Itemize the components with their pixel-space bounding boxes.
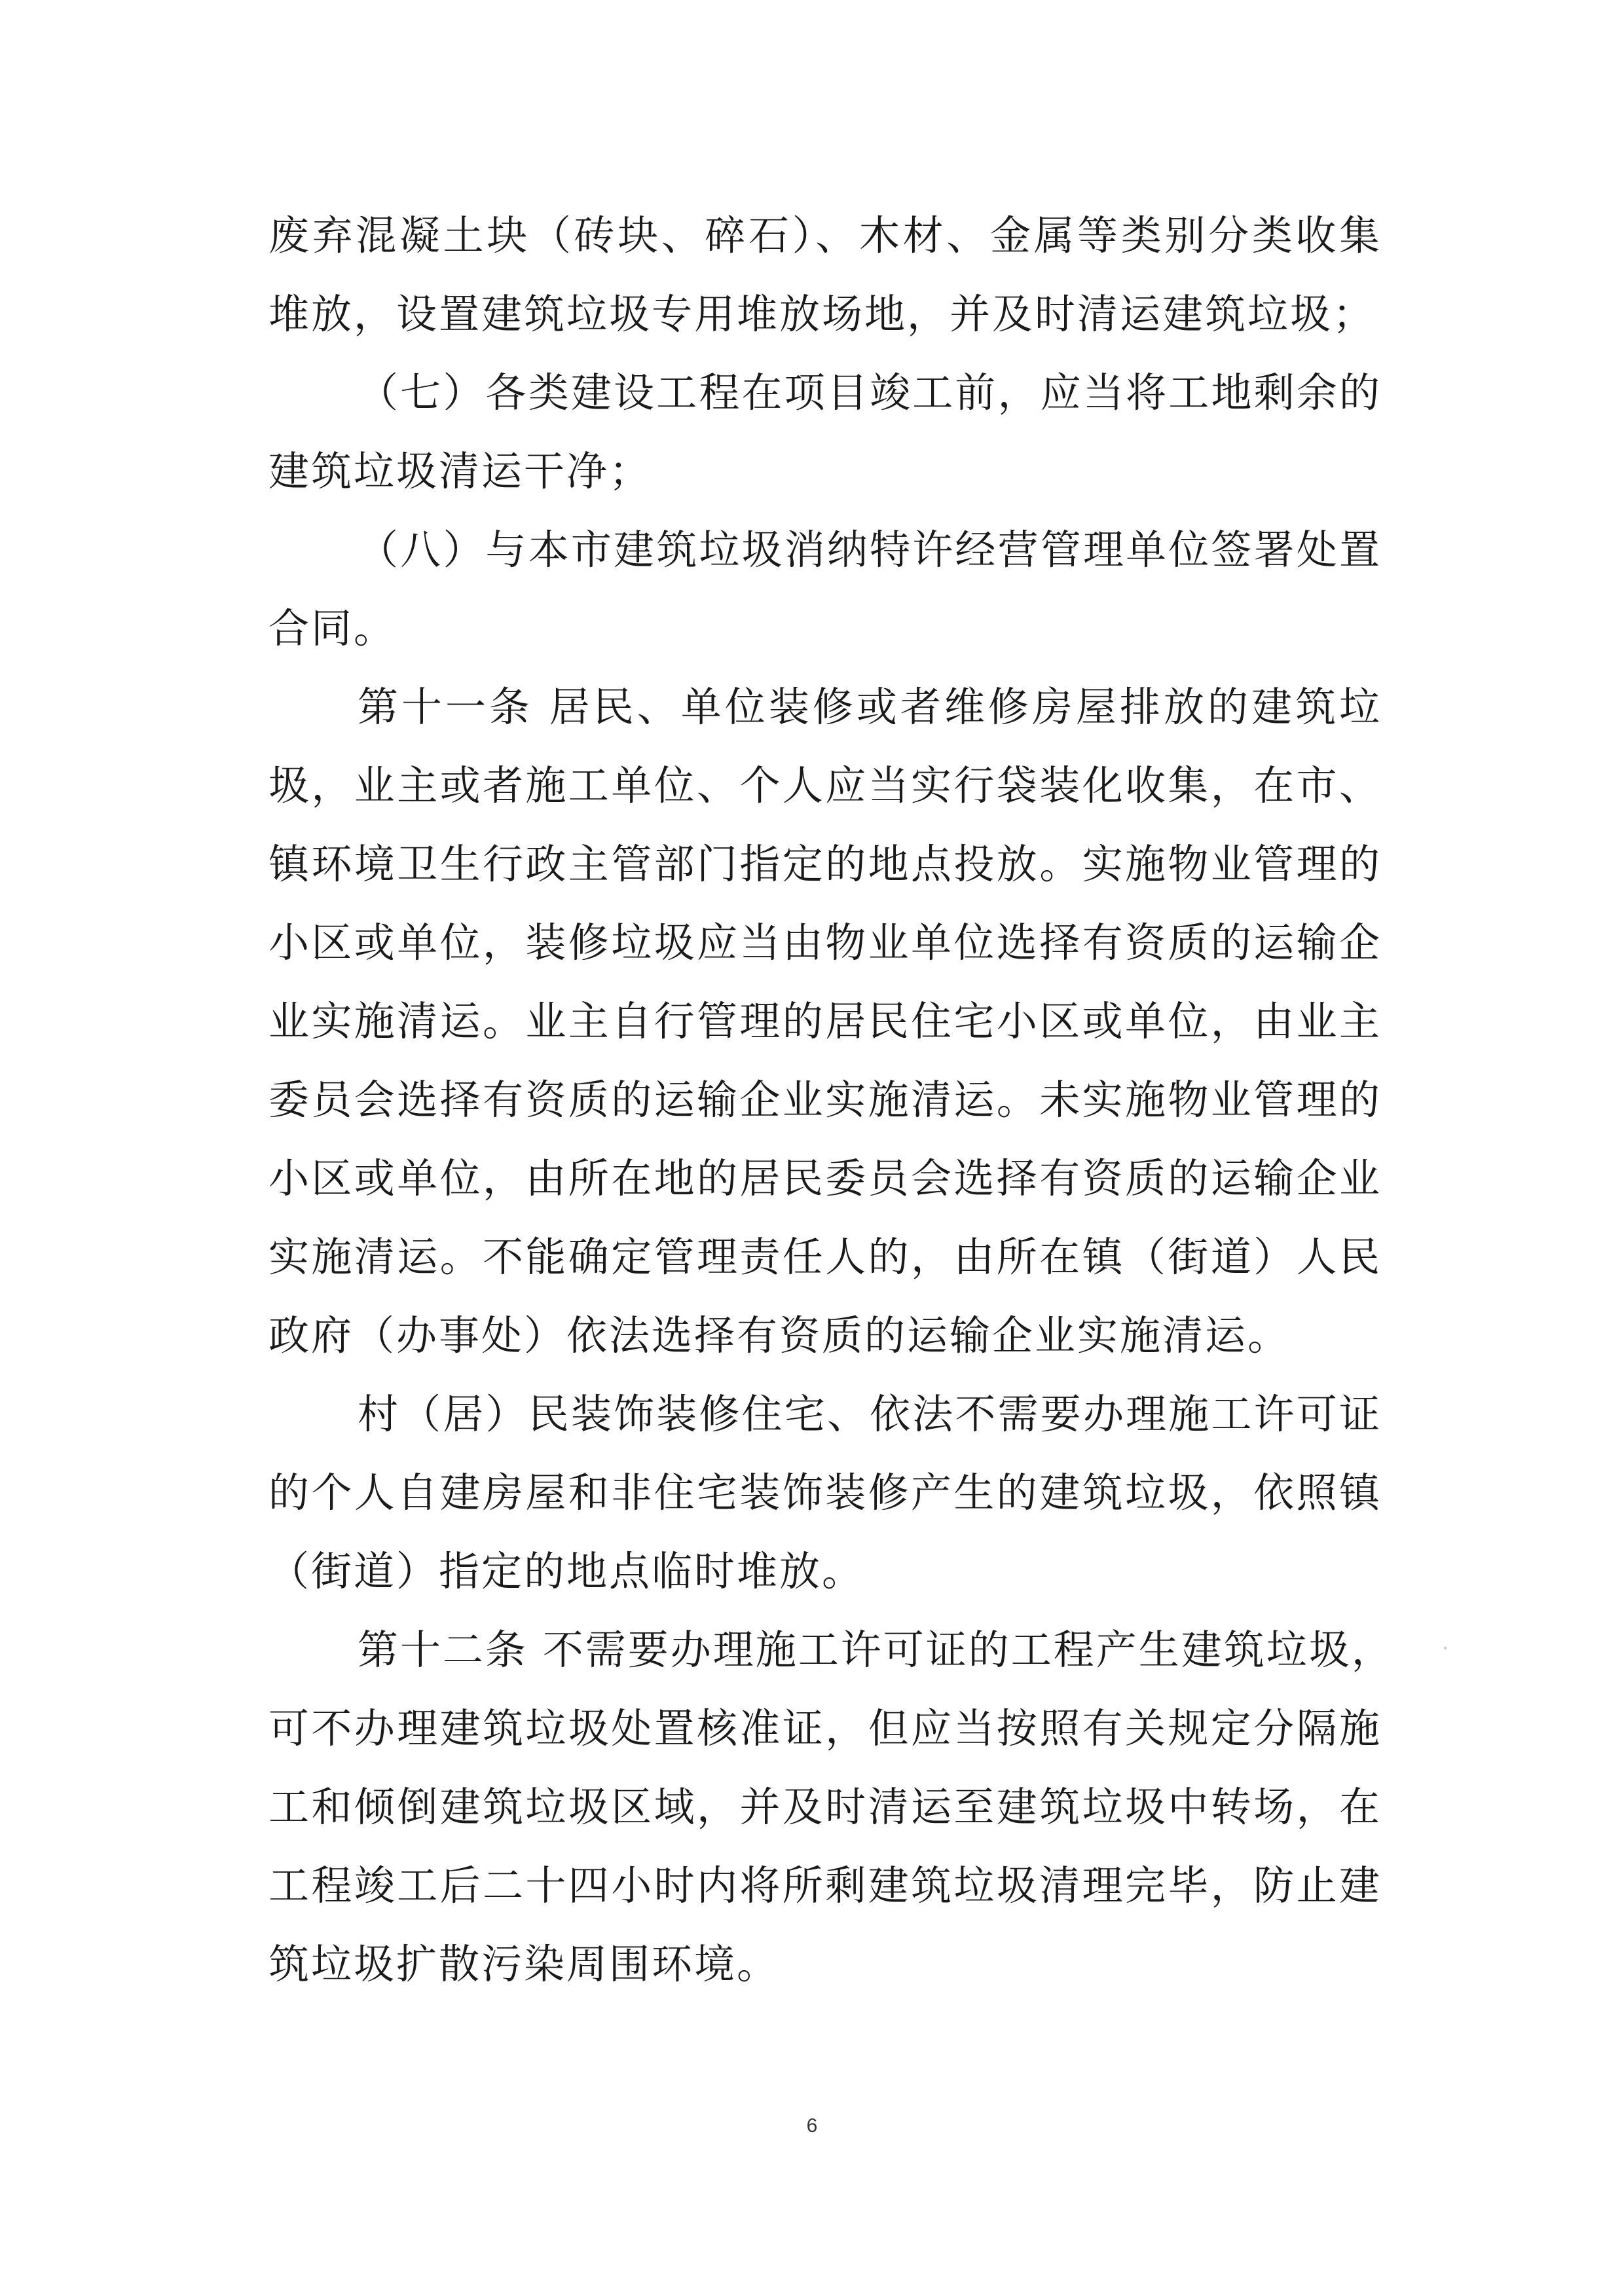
text-line: 的个人自建房屋和非住宅装饰装修产生的建筑垃圾，依照镇 xyxy=(268,1469,1382,1516)
scan-speck xyxy=(1444,1647,1447,1649)
text-line: 实施清运。不能确定管理责任人的，由所在镇（街道）人民 xyxy=(268,1233,1382,1281)
text-line: 第十一条 居民、单位装修或者维修房屋排放的建筑垃 xyxy=(358,683,1382,731)
text-line: 小区或单位，装修垃圾应当由物业单位选择有资质的运输企 xyxy=(268,919,1382,966)
text-line: 圾，业主或者施工单位、个人应当实行袋装化收集，在市、 xyxy=(268,762,1382,809)
paragraph xyxy=(268,354,1382,511)
text-line: 第十二条 不需要办理施工许可证的工程产生建筑垃圾， xyxy=(358,1626,1394,1674)
text-line: 建筑垃圾清运干净； xyxy=(268,447,652,495)
text-line: 工程竣工后二十四小时内将所剩建筑垃圾清理完毕，防止建 xyxy=(268,1862,1382,1909)
paragraph xyxy=(268,1375,1382,1611)
text-line: 工和倾倒建筑垃圾区域，并及时清运至建筑垃圾中转场，在 xyxy=(268,1783,1382,1831)
text-line: 筑垃圾扩散污染周围环境。 xyxy=(268,1940,780,1988)
text-line: （八）与本市建筑垃圾消纳特许经营管理单位签署处置 xyxy=(358,526,1382,574)
text-line: 业实施清运。业主自行管理的居民住宅小区或单位，由业主 xyxy=(268,997,1382,1045)
text-line: （七）各类建设工程在项目竣工前，应当将工地剩余的 xyxy=(358,369,1382,416)
text-line: 合同。 xyxy=(268,604,397,652)
text-line: 可不办理建筑垃圾处置核准证，但应当按照有关规定分隔施 xyxy=(268,1704,1382,1752)
page-number: 6 xyxy=(806,2115,818,2137)
text-line: 镇环境卫生行政主管部门指定的地点投放。实施物业管理的 xyxy=(268,840,1382,888)
paragraph xyxy=(268,511,1382,668)
paragraph-article-11 xyxy=(268,668,1382,1375)
text-line: 村（居）民装饰装修住宅、依法不需要办理施工许可证 xyxy=(358,1390,1382,1438)
text-line: 政府（办事处）依法选择有资质的运输企业实施清运。 xyxy=(268,1312,1291,1359)
text-line: 堆放，设置建筑垃圾专用堆放场地，并及时清运建筑垃圾； xyxy=(268,290,1376,338)
body-text xyxy=(268,196,1394,2004)
text-line: （街道）指定的地点临时堆放。 xyxy=(268,1547,865,1595)
paragraph xyxy=(268,196,1382,354)
text-line: 委员会选择有资质的运输企业实施清运。未实施物业管理的 xyxy=(268,1076,1382,1124)
paragraph-article-12 xyxy=(268,1611,1394,2004)
text-line: 小区或单位，由所在地的居民委员会选择有资质的运输企业 xyxy=(268,1154,1382,1202)
text-line: 废弃混凝土块（砖块、碎石）、木材、金属等类别分类收集 xyxy=(268,211,1382,259)
